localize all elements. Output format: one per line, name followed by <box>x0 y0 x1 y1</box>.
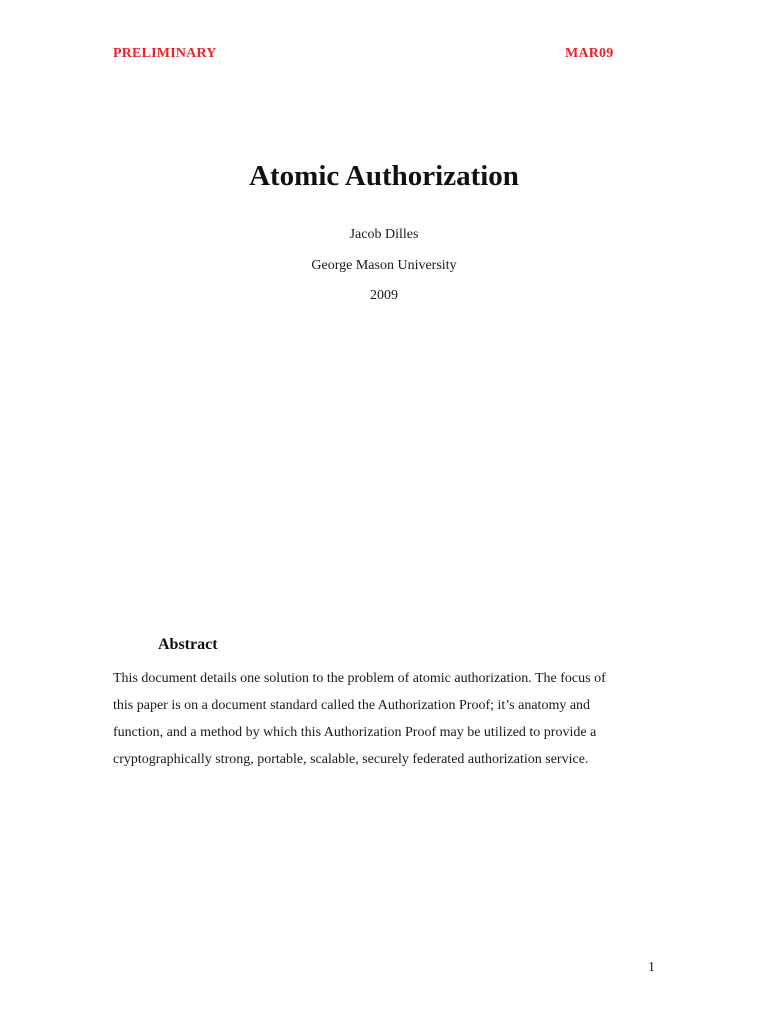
abstract-line: This document details one solution to the problem of atomic authorization. The focus of <box>113 671 606 686</box>
page-number: 1 <box>648 960 655 975</box>
paper-title: Atomic Authorization <box>249 160 519 192</box>
abstract-body <box>113 665 649 773</box>
header-preliminary-label: PRELIMINARY <box>113 46 217 61</box>
abstract-line: this paper is on a document standard called the Authorization Proof; it’s anatomy and <box>113 698 591 713</box>
publication-year: 2009 <box>370 288 398 303</box>
author-affiliation: George Mason University <box>311 258 457 273</box>
header-date-label: MAR09 <box>565 46 614 61</box>
abstract-line: function, and a method by which this Authorization Proof may be utilized to provide a <box>113 725 597 740</box>
abstract-heading: Abstract <box>158 636 218 653</box>
author-name: Jacob Dilles <box>349 227 419 242</box>
abstract-line: cryptographically strong, portable, scalable, securely federated authorization service. <box>113 752 589 767</box>
